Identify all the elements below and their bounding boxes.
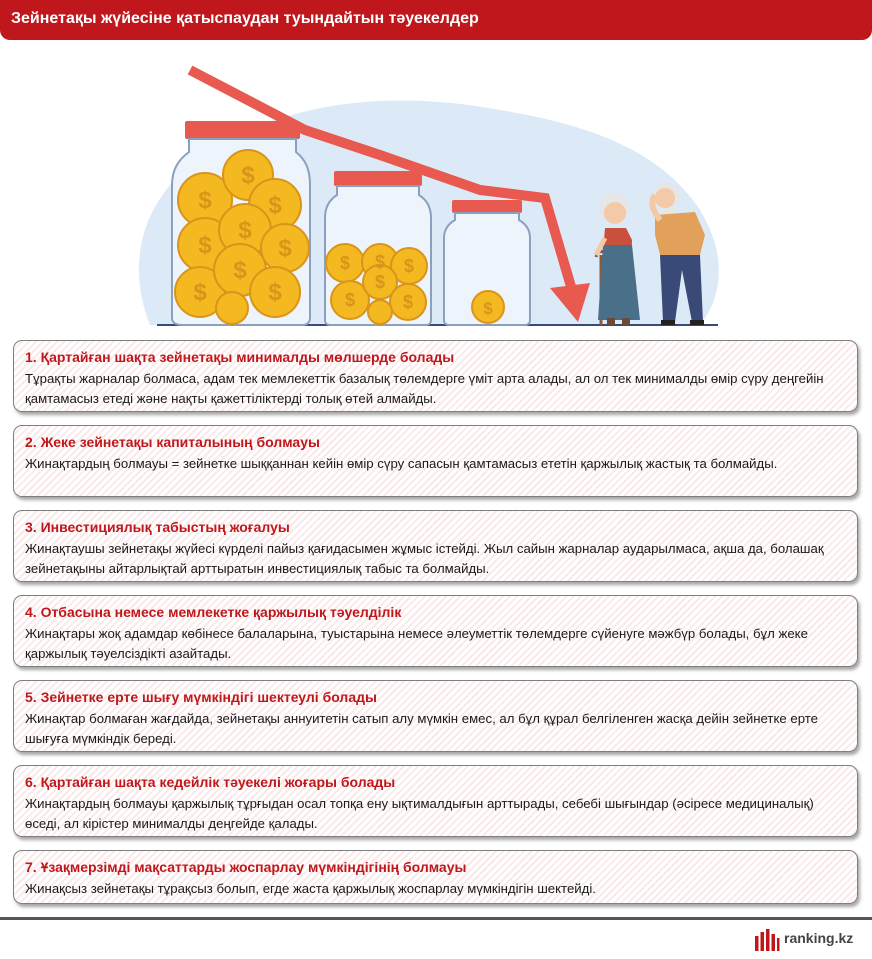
- risk-text-1: Тұрақты жарналар болмаса, адам тек мемлекеттік базалық төлемдерге үміт арта алады, ал ол тек минималды өмір сүру деңгейін қамтамасыз етеді және нақты қажеттіліктерді толық өтей алмайды.: [25, 371, 824, 406]
- risk-title-3: 3. Инвестициялық табыстың жоғалуы: [25, 519, 290, 535]
- hero-illustration: [0, 40, 872, 340]
- risk-title-5: 5. Зейнетке ерте шығу мүмкіндігі шектеулі болады: [25, 689, 377, 705]
- svg-text:$: $: [483, 299, 493, 318]
- svg-text:$: $: [268, 279, 282, 306]
- risk-card-7: [13, 850, 858, 904]
- risk-card-4: [13, 595, 858, 667]
- risk-card-1: [13, 340, 858, 412]
- svg-text:$: $: [238, 217, 252, 244]
- ranking-logo[interactable]: [754, 928, 864, 952]
- svg-text:$: $: [233, 257, 247, 284]
- risk-text-5: Жинақтар болмаған жағдайда, зейнетақы аннуитетін сатып алу мүмкін емес, ал бұл құрал белгіленген жасқа дейін зейнетке ерте шығуға мүмкіндік береді.: [25, 711, 818, 746]
- risk-text-2: Жинақтардың болмауы = зейнетке шыққаннан кейін өмір сүру сапасын қамтамасыз ететін қаржылық жастық та болмайды.: [25, 456, 778, 471]
- svg-text:$: $: [402, 292, 414, 312]
- risk-title-1: 1. Қартайған шақта зейнетақы минималды мөлшерде болады: [25, 349, 455, 365]
- risk-card-3: [13, 510, 858, 582]
- svg-text:$: $: [374, 272, 386, 292]
- ranking-logo-icon: [754, 928, 780, 952]
- risk-card-2: [13, 425, 858, 497]
- svg-text:$: $: [344, 290, 356, 310]
- risk-title-7: 7. Ұзақмерзімді мақсаттарды жоспарлау мүмкіндігінің болмауы: [25, 859, 467, 875]
- page-title: Зейнетақы жүйесіне қатыспаудан туындайтын тәуекелдер: [11, 10, 479, 27]
- risk-title-6: 6. Қартайған шақта кедейлік тәуекелі жоғары болады: [25, 774, 396, 790]
- risk-card-5: [13, 680, 858, 752]
- small-coin-jar: [444, 200, 530, 325]
- header-bar: [0, 0, 872, 40]
- svg-text:$: $: [339, 253, 351, 273]
- svg-text:$: $: [193, 279, 207, 306]
- risk-title-2: 2. Жеке зейнетақы капиталының болмауы: [25, 434, 320, 450]
- risk-card-6: [13, 765, 858, 837]
- risk-text-4: Жинақтары жоқ адамдар көбінесе балаларына, туыстарына немесе әлеуметтік төлемдерге сүйенуге мәжбүр болады, бұл жеке қаржылық тәуелсіздікті азайтады.: [25, 626, 808, 661]
- svg-text:$: $: [198, 232, 212, 259]
- svg-text:$: $: [403, 256, 415, 276]
- svg-text:$: $: [198, 187, 212, 214]
- risk-text-6: Жинақтардың болмауы қаржылық тұрғыдан осал топқа ену ықтималдығын арттырады, себебі шығындар (әсіресе медициналық) өседі, ал кірістер минималды деңгейде қалады.: [25, 796, 814, 831]
- svg-text:$: $: [374, 252, 386, 272]
- medium-coin-jar: [325, 171, 431, 325]
- risk-text-3: Жинақтаушы зейнетақы жүйесі күрделі пайыз қағидасымен жұмыс істейді. Жыл сайын жарналар аударылмаса, ақша да, болашақ зейнетақыны айтарлықтай арттыратын инвестициялық табыс та болмайды.: [25, 541, 824, 576]
- footer-divider: [0, 917, 872, 920]
- risk-title-4: 4. Отбасына немесе мемлекетке қаржылық тәуелділік: [25, 604, 402, 620]
- svg-text:$: $: [278, 235, 292, 262]
- ranking-logo-text: ranking.kz: [784, 930, 854, 946]
- large-coin-jar: [172, 121, 310, 325]
- svg-text:$: $: [268, 192, 282, 219]
- svg-text:$: $: [241, 162, 255, 189]
- risk-text-7: Жинақсыз зейнетақы тұрақсыз болып, егде жаста қаржылық жоспарлау мүмкіндігін шектейді.: [25, 881, 596, 896]
